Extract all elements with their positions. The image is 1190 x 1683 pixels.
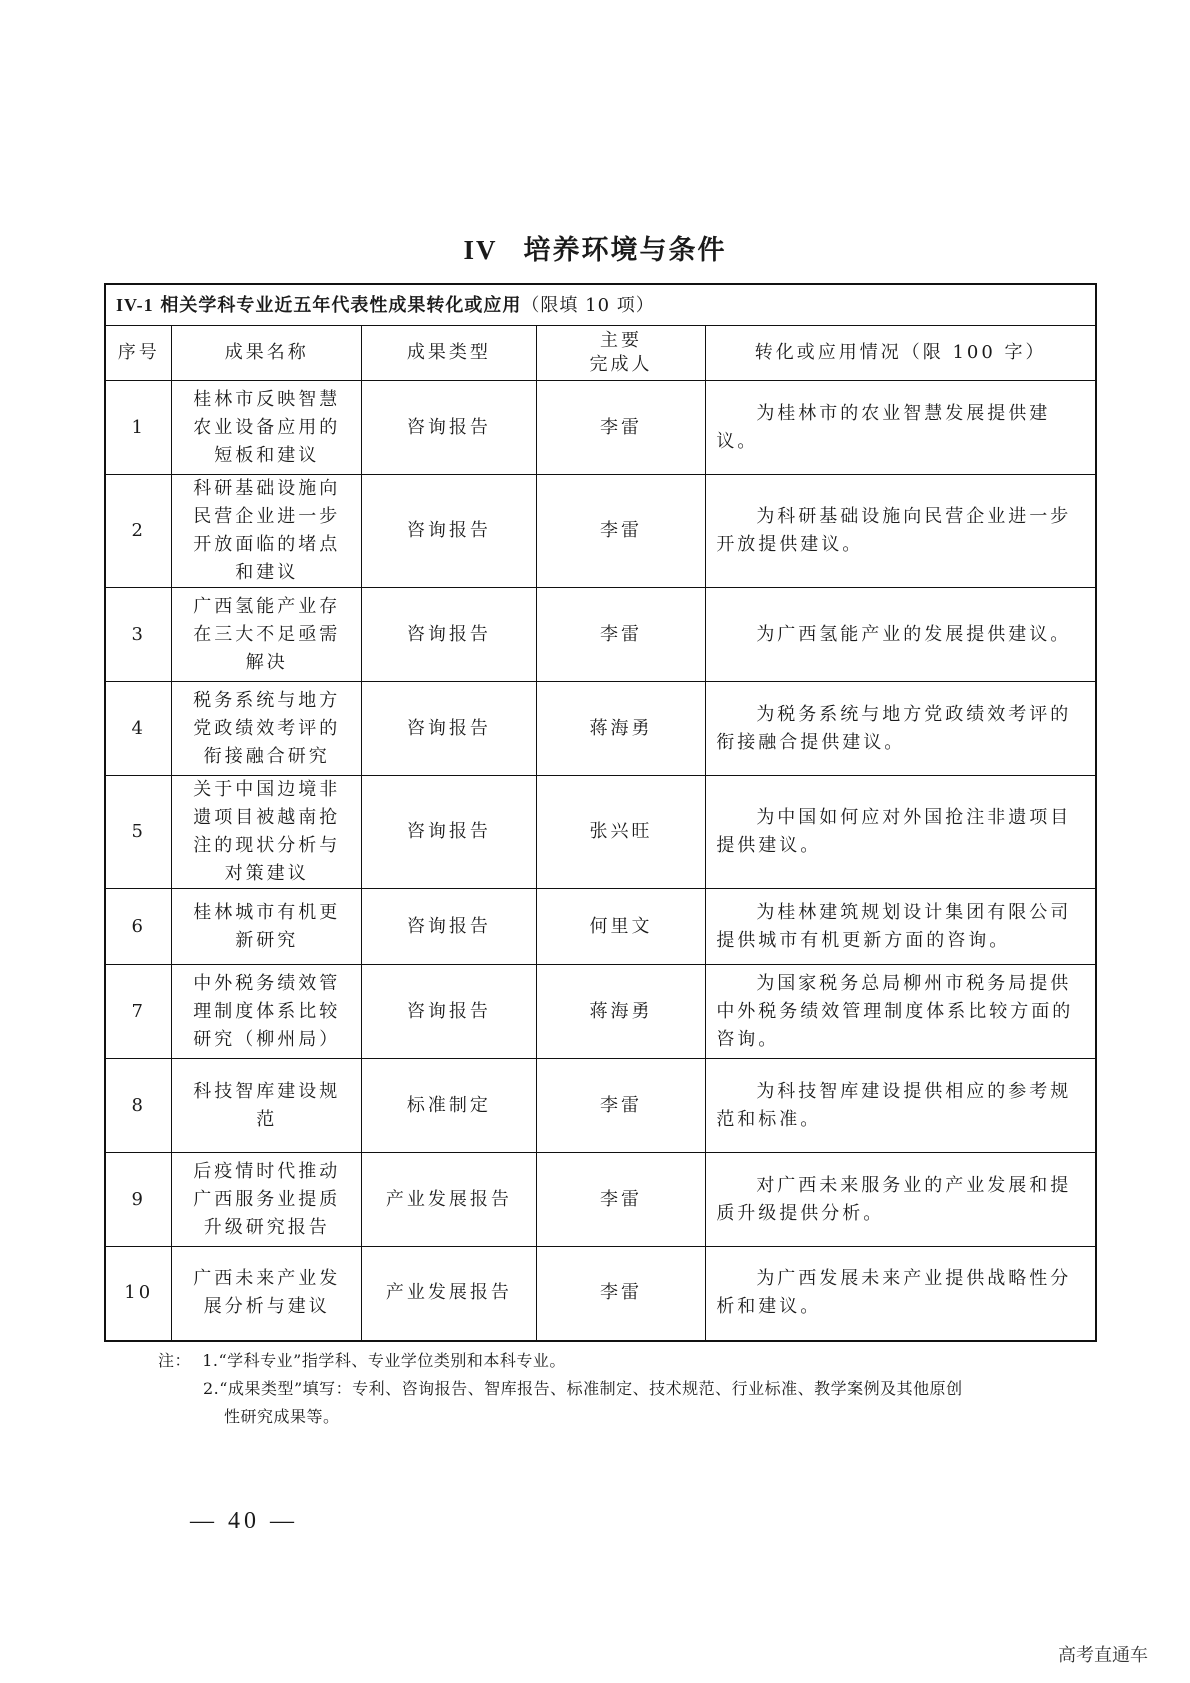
table-row — [105, 1059, 1096, 1153]
table-caption-text: 相关学科专业近五年代表性成果转化或应用 — [160, 294, 522, 316]
header-name: 成果名称 — [172, 326, 362, 381]
table-row — [105, 381, 1096, 475]
cell-seq: 2 — [105, 475, 172, 588]
cell-type: 咨询报告 — [362, 682, 537, 776]
achievements-table — [104, 283, 1097, 1342]
page-number: — 40 — — [190, 1508, 298, 1534]
cell-seq: 6 — [105, 889, 172, 965]
table-caption-row — [105, 284, 1096, 326]
table-header-row — [105, 326, 1096, 381]
cell-type: 咨询报告 — [362, 889, 537, 965]
watermark-text: 高考直通车 — [1058, 1645, 1148, 1666]
cell-usage: 为科技智库建设提供相应的参考规范和标准。 — [706, 1059, 1096, 1153]
header-type: 成果类型 — [362, 326, 537, 381]
table-row — [105, 965, 1096, 1059]
table-row — [105, 889, 1096, 965]
section-number: IV — [463, 235, 498, 265]
cell-seq: 7 — [105, 965, 172, 1059]
table-row — [105, 682, 1096, 776]
cell-type: 咨询报告 — [362, 965, 537, 1059]
cell-person: 李雷 — [536, 381, 706, 475]
cell-seq: 9 — [105, 1153, 172, 1247]
header-person-line1: 主要 — [600, 330, 642, 351]
note-1 — [158, 1347, 963, 1375]
header-seq: 序号 — [105, 326, 172, 381]
cell-usage: 为中国如何应对外国抢注非遗项目提供建议。 — [706, 776, 1096, 889]
table-caption-code: IV-1 — [116, 294, 154, 315]
cell-usage: 为国家税务总局柳州市税务局提供中外税务绩效管理制度体系比较方面的咨询。 — [706, 965, 1096, 1059]
cell-name: 科技智库建设规范 — [172, 1059, 362, 1153]
cell-person: 李雷 — [536, 475, 706, 588]
cell-type: 咨询报告 — [362, 475, 537, 588]
table-caption — [105, 284, 1096, 326]
cell-name: 中外税务绩效管理制度体系比较研究（柳州局） — [172, 965, 362, 1059]
section-heading: 培养环境与条件 — [523, 235, 727, 266]
table-row — [105, 1153, 1096, 1247]
cell-type: 产业发展报告 — [362, 1247, 537, 1341]
cell-name: 广西未来产业发展分析与建议 — [172, 1247, 362, 1341]
cell-name: 税务系统与地方党政绩效考评的衔接融合研究 — [172, 682, 362, 776]
cell-usage: 为广西发展未来产业提供战略性分析和建议。 — [706, 1247, 1096, 1341]
cell-person: 张兴旺 — [536, 776, 706, 889]
note-2-continued: 性研究成果等。 — [224, 1407, 340, 1426]
cell-name: 广西氢能产业存在三大不足亟需解决 — [172, 588, 362, 682]
cell-usage: 为税务系统与地方党政绩效考评的衔接融合提供建议。 — [706, 682, 1096, 776]
cell-usage: 为广西氢能产业的发展提供建议。 — [706, 588, 1096, 682]
cell-usage: 对广西未来服务业的产业发展和提质升级提供分析。 — [706, 1153, 1096, 1247]
header-usage: 转化或应用情况（限 100 字） — [706, 326, 1096, 381]
cell-usage: 为桂林建筑规划设计集团有限公司提供城市有机更新方面的咨询。 — [706, 889, 1096, 965]
note-prefix: 注： — [158, 1351, 192, 1370]
cell-person: 李雷 — [536, 1153, 706, 1247]
cell-seq: 10 — [105, 1247, 172, 1341]
cell-person: 蒋海勇 — [536, 682, 706, 776]
table-row — [105, 1247, 1096, 1341]
cell-type: 标准制定 — [362, 1059, 537, 1153]
table-notes — [158, 1347, 963, 1431]
table-row — [105, 588, 1096, 682]
cell-person: 何里文 — [536, 889, 706, 965]
cell-seq: 4 — [105, 682, 172, 776]
cell-seq: 3 — [105, 588, 172, 682]
cell-name: 后疫情时代推动广西服务业提质升级研究报告 — [172, 1153, 362, 1247]
cell-person: 李雷 — [536, 1247, 706, 1341]
cell-type: 产业发展报告 — [362, 1153, 537, 1247]
cell-usage: 为科研基础设施向民营企业进一步开放提供建议。 — [706, 475, 1096, 588]
cell-person: 李雷 — [536, 588, 706, 682]
cell-person: 蒋海勇 — [536, 965, 706, 1059]
cell-name: 桂林城市有机更新研究 — [172, 889, 362, 965]
header-person — [536, 326, 706, 381]
table-row — [105, 776, 1096, 889]
cell-type: 咨询报告 — [362, 381, 537, 475]
cell-usage: 为桂林市的农业智慧发展提供建议。 — [706, 381, 1096, 475]
cell-name: 关于中国边境非遗项目被越南抢注的现状分析与对策建议 — [172, 776, 362, 889]
note-1-text: 1.“学科专业”指学科、专业学位类别和本科专业。 — [202, 1351, 566, 1370]
cell-type: 咨询报告 — [362, 588, 537, 682]
header-person-line2: 完成人 — [589, 354, 653, 375]
cell-seq: 8 — [105, 1059, 172, 1153]
cell-name: 桂林市反映智慧农业设备应用的短板和建议 — [172, 381, 362, 475]
cell-seq: 1 — [105, 381, 172, 475]
cell-type: 咨询报告 — [362, 776, 537, 889]
table-caption-limit: （限填 10 项） — [521, 294, 655, 316]
table-row — [105, 475, 1096, 588]
note-2: 2.“成果类型”填写：专利、咨询报告、智库报告、标准制定、技术规范、行业标准、教学案例及其他原创 — [203, 1379, 963, 1398]
cell-person: 李雷 — [536, 1059, 706, 1153]
cell-name: 科研基础设施向民营企业进一步开放面临的堵点和建议 — [172, 475, 362, 588]
section-title — [0, 228, 1190, 267]
cell-seq: 5 — [105, 776, 172, 889]
